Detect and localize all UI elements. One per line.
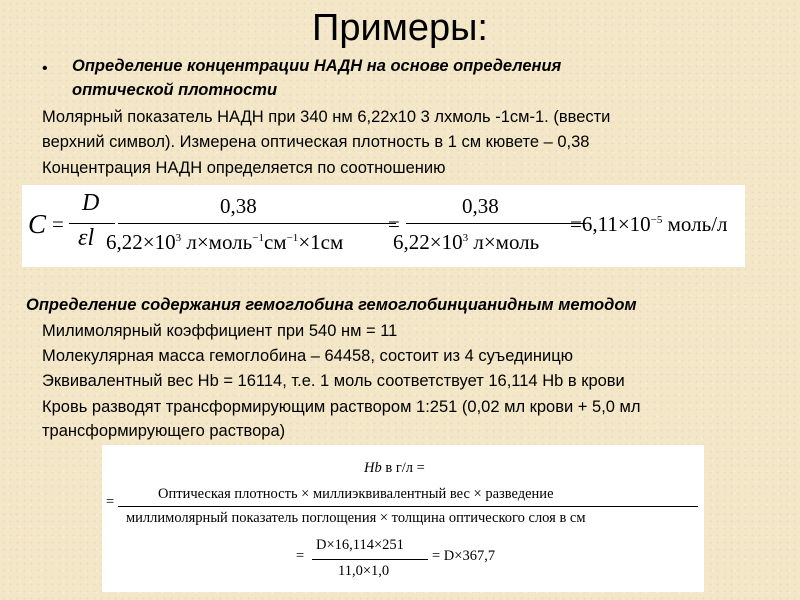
formula2-result: = D×367,7 [432,548,496,564]
formula1-frac1-num: D [82,190,100,216]
section2-line5: трансформирующего раствора) [42,422,286,440]
section2-heading: Определение содержания гемоглобина гемоглобинцианидным методом [26,296,637,314]
formula1-eq2: = [388,212,400,236]
formula2-numerator: Оптическая плотность × миллиэквивалентный вес × разведение [158,486,554,502]
section1-text-line3: Концентрация НАДН определяется по соотношению [42,159,446,177]
section2-line4: Кровь разводят трансформирующим раствором 1:251 (0,02 мл крови + 5,0 мл [42,398,641,416]
formula1-frac1-den: εl [78,225,95,251]
section1-text-line2: верхний символ). Измерена оптическая плотность в 1 см кювете – 0,38 [42,133,590,151]
formula1-eq: = [52,212,64,236]
formula1-lhs: C [28,209,47,239]
formula1-frac2-num: 0,38 [220,194,257,218]
section2-line2: Молекулярная масса гемоглобина – 64458, состоит из 4 суъединицю [42,347,574,365]
formula1-result: $=6,11\times 10^{-5}$ моль/л [570,212,728,236]
formula2-frac-den: 11,0×1,0 [338,563,390,579]
section1-heading-line1: Определение концентрации НАДН на основе определения [72,57,562,75]
formula-nadh-concentration [22,185,745,267]
section1-text-line1: Молярный показатель НАДН при 340 нм 6,22х10 3 лхмоль -1см-1. (ввести [42,108,611,126]
section2-line3: Эквивалентный вес Hb = 16114, т.е. 1 моль соответствует 16,114 Hb в крови [42,372,625,390]
formula1-frac3-bar [466,223,586,224]
formula2-frac-num: D×16,114×251 [316,537,404,553]
formula2-frac-bar [312,559,428,560]
formula1-dash-left [118,223,216,224]
formula2-eq2: = [296,548,305,564]
formula2-fraction-bar [118,506,698,507]
formula1-frac2-bar [216,223,396,224]
formula1-dash-mid [406,223,466,224]
formula2-lead-eq: = [106,494,115,510]
section1-heading-line2: оптической плотности [72,81,278,99]
formula2-top-label: Hb в г/л = [364,460,425,476]
formula1-frac2-den: $6,22\times 10^3$ $л\times моль^{-1}см^{-1}\times 1см$ [106,230,344,254]
bullet-marker: • [42,60,48,77]
slide-title: Примеры: [312,7,488,49]
formula2-denominator: миллимолярный показатель поглощения × толщина оптического слоя в см [126,510,586,526]
formula-hemoglobin [102,445,704,592]
formula1-frac3-den: $6,22\times 10^3$ л×моль [393,230,540,254]
formula1-frac1-bar [69,223,115,224]
section2-line1: Милимолярный коэффициент при 540 нм = 11 [42,322,398,340]
formula1-frac3-num: 0,38 [462,194,499,218]
